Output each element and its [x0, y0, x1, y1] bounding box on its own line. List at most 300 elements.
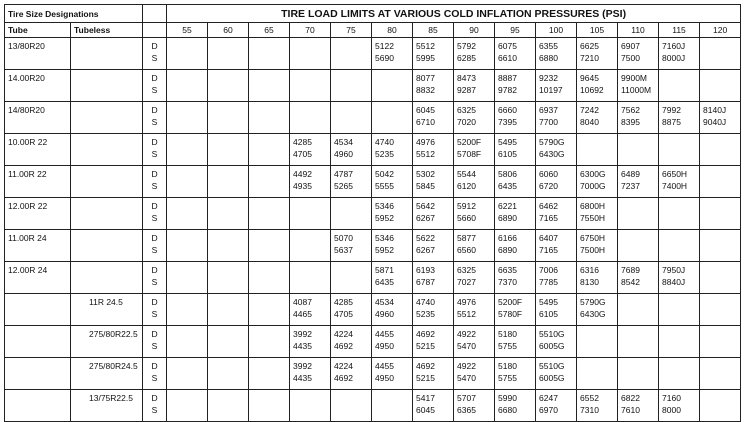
tube-size-cell: 14/80R20 — [5, 102, 71, 134]
load-cell — [577, 102, 618, 134]
single-label: S — [151, 341, 158, 351]
table-row — [5, 230, 741, 262]
single-load-value: 10197 — [539, 85, 563, 95]
dual-label: D — [151, 265, 158, 275]
load-cell — [413, 326, 454, 358]
single-load-value: 6970 — [539, 405, 558, 415]
single-load-value: 5512 — [416, 149, 435, 159]
single-load-value: 6005G — [539, 341, 565, 351]
table-row — [5, 38, 741, 70]
load-cell — [700, 38, 741, 70]
dual-load-value: 5417 — [416, 393, 435, 403]
load-cell — [618, 294, 659, 326]
load-cell — [331, 262, 372, 294]
single-load-value: 8130 — [580, 277, 599, 287]
table-row — [5, 294, 741, 326]
single-load-value: 7165 — [539, 213, 558, 223]
dual-load-value: 6489 — [621, 169, 640, 179]
load-cell — [167, 390, 208, 422]
single-load-value: 5708F — [457, 149, 482, 159]
load-cell — [700, 198, 741, 230]
dual-load-value: 5806 — [498, 169, 517, 179]
dual-single-cell — [143, 134, 167, 166]
load-cell — [331, 38, 372, 70]
load-cell — [372, 326, 413, 358]
dual-label: D — [151, 297, 158, 307]
dual-load-value: 5495 — [539, 297, 558, 307]
single-load-value: 4692 — [334, 341, 353, 351]
load-cell — [618, 262, 659, 294]
single-load-value: 5780F — [498, 309, 523, 319]
load-cell — [249, 102, 290, 134]
single-load-value: 4465 — [293, 309, 312, 319]
load-cell — [372, 262, 413, 294]
single-load-value: 4705 — [334, 309, 353, 319]
dual-single-cell — [143, 358, 167, 390]
dual-load-value: 4224 — [334, 329, 353, 339]
single-load-value: 5637 — [334, 245, 353, 255]
single-load-value: 7610 — [621, 405, 640, 415]
table-row — [5, 166, 741, 198]
dual-load-value: 3992 — [293, 329, 312, 339]
single-load-value: 6430G — [539, 149, 565, 159]
pressure-header-60: 60 — [208, 23, 249, 38]
dual-label: D — [151, 105, 158, 115]
load-cell — [413, 230, 454, 262]
load-cell — [495, 230, 536, 262]
load-cell — [536, 294, 577, 326]
dual-load-value: 5990 — [498, 393, 517, 403]
load-cell — [208, 294, 249, 326]
load-cell — [249, 294, 290, 326]
load-cell — [249, 230, 290, 262]
single-load-value: 5952 — [375, 245, 394, 255]
load-cell — [413, 198, 454, 230]
pressure-header-55: 55 — [167, 23, 208, 38]
load-cell — [331, 326, 372, 358]
single-load-value: 5952 — [375, 213, 394, 223]
single-load-value: 4692 — [334, 373, 353, 383]
load-cell — [700, 70, 741, 102]
load-cell — [577, 326, 618, 358]
table-row — [5, 134, 741, 166]
dual-load-value: 6166 — [498, 233, 517, 243]
dual-load-value: 5790G — [580, 297, 606, 307]
load-cell — [700, 390, 741, 422]
load-cell — [577, 38, 618, 70]
tubeless-size-cell: 275/80R22.5 — [71, 326, 143, 358]
dual-load-value: 6660 — [498, 105, 517, 115]
load-cell — [331, 102, 372, 134]
dual-load-value: 6355 — [539, 41, 558, 51]
single-load-value: 6610 — [498, 53, 517, 63]
dual-label: D — [151, 393, 158, 403]
load-cell — [290, 134, 331, 166]
load-cell — [372, 166, 413, 198]
dual-load-value: 4285 — [334, 297, 353, 307]
load-cell — [454, 38, 495, 70]
single-load-value: 8395 — [621, 117, 640, 127]
load-cell — [536, 390, 577, 422]
single-label: S — [151, 373, 158, 383]
dual-load-value: 4976 — [416, 137, 435, 147]
dual-load-value: 5792 — [457, 41, 476, 51]
single-load-value: 6710 — [416, 117, 435, 127]
dual-load-value: 6800H — [580, 201, 606, 211]
load-cell — [331, 230, 372, 262]
tire-load-table — [4, 4, 741, 422]
load-cell — [167, 38, 208, 70]
load-cell — [536, 102, 577, 134]
load-cell — [331, 358, 372, 390]
table-row — [5, 326, 741, 358]
dual-load-value: 6822 — [621, 393, 640, 403]
dual-load-value: 5495 — [498, 137, 517, 147]
ds-header-blank — [143, 5, 167, 23]
single-load-value: 7310 — [580, 405, 599, 415]
load-cell — [659, 70, 700, 102]
single-load-value: 10692 — [580, 85, 604, 95]
pressure-header-70: 70 — [290, 23, 331, 38]
dual-load-value: 9645 — [580, 73, 599, 83]
dual-load-value: 4285 — [293, 137, 312, 147]
load-cell — [413, 38, 454, 70]
load-cell — [290, 166, 331, 198]
load-cell — [331, 294, 372, 326]
dual-load-value: 4692 — [416, 329, 435, 339]
dual-load-value: 4534 — [334, 137, 353, 147]
dual-load-value: 5912 — [457, 201, 476, 211]
single-load-value: 7210 — [580, 53, 599, 63]
load-cell — [536, 326, 577, 358]
single-label: S — [151, 277, 158, 287]
dual-load-value: 6300G — [580, 169, 606, 179]
load-cell — [249, 326, 290, 358]
load-cell — [495, 102, 536, 134]
load-cell — [659, 358, 700, 390]
dual-load-value: 5180 — [498, 361, 517, 371]
load-cell — [618, 230, 659, 262]
dual-load-value: 6750H — [580, 233, 606, 243]
pressure-header-65: 65 — [249, 23, 290, 38]
load-cell — [167, 262, 208, 294]
single-load-value: 5690 — [375, 53, 394, 63]
dual-load-value: 5871 — [375, 265, 394, 275]
tube-size-cell: 13/80R20 — [5, 38, 71, 70]
dual-load-value: 5200F — [498, 297, 523, 307]
single-load-value: 4960 — [375, 309, 394, 319]
dual-load-value: 6060 — [539, 169, 558, 179]
load-cell — [372, 390, 413, 422]
load-cell — [290, 358, 331, 390]
load-cell — [577, 198, 618, 230]
dual-load-value: 3992 — [293, 361, 312, 371]
load-cell — [208, 326, 249, 358]
dual-load-value: 6407 — [539, 233, 558, 243]
single-load-value: 6890 — [498, 213, 517, 223]
load-cell — [700, 166, 741, 198]
single-load-value: 7400H — [662, 181, 688, 191]
tube-size-cell: 12.00R 24 — [5, 262, 71, 294]
tube-size-cell — [5, 390, 71, 422]
load-cell — [372, 38, 413, 70]
dual-single-cell — [143, 70, 167, 102]
dual-load-value: 6650H — [662, 169, 688, 179]
single-load-value: 6787 — [416, 277, 435, 287]
single-load-value: 6680 — [498, 405, 517, 415]
load-cell — [618, 134, 659, 166]
single-load-value: 8040 — [580, 117, 599, 127]
dual-label: D — [151, 169, 158, 179]
single-load-value: 5995 — [416, 53, 435, 63]
tube-size-cell: 11.00R 22 — [5, 166, 71, 198]
load-cell — [249, 390, 290, 422]
single-load-value: 6890 — [498, 245, 517, 255]
load-cell — [413, 134, 454, 166]
single-load-value: 4435 — [293, 341, 312, 351]
load-cell — [577, 166, 618, 198]
dual-single-cell — [143, 326, 167, 358]
load-cell — [577, 134, 618, 166]
load-cell — [167, 70, 208, 102]
load-cell — [290, 102, 331, 134]
load-cell — [659, 326, 700, 358]
load-cell — [331, 390, 372, 422]
single-label: S — [151, 149, 158, 159]
pressure-header-95: 95 — [495, 23, 536, 38]
single-load-value: 5512 — [457, 309, 476, 319]
load-cell — [249, 38, 290, 70]
dual-label: D — [151, 201, 158, 211]
dual-load-value: 7689 — [621, 265, 640, 275]
dual-load-value: 4692 — [416, 361, 435, 371]
load-cell — [372, 230, 413, 262]
single-label: S — [151, 181, 158, 191]
single-load-value: 6720 — [539, 181, 558, 191]
tubeless-size-cell: 11R 24.5 — [71, 294, 143, 326]
dual-single-cell — [143, 38, 167, 70]
dual-single-cell — [143, 294, 167, 326]
tube-size-cell: 12.00R 22 — [5, 198, 71, 230]
load-cell — [618, 326, 659, 358]
single-load-value: 8542 — [621, 277, 640, 287]
dual-load-value: 4922 — [457, 329, 476, 339]
load-cell — [249, 262, 290, 294]
load-cell — [208, 198, 249, 230]
load-cell — [536, 262, 577, 294]
single-load-value: 6430G — [580, 309, 606, 319]
load-cell — [290, 294, 331, 326]
load-cell — [618, 358, 659, 390]
single-load-value: 7500H — [580, 245, 606, 255]
load-cell — [290, 198, 331, 230]
dual-load-value: 6462 — [539, 201, 558, 211]
load-cell — [536, 230, 577, 262]
dual-load-value: 4455 — [375, 361, 394, 371]
dual-load-value: 6625 — [580, 41, 599, 51]
load-cell — [577, 262, 618, 294]
single-load-value: 6880 — [539, 53, 558, 63]
ds-subheader-blank — [143, 23, 167, 38]
tubeless-header: Tubeless — [71, 23, 143, 38]
single-load-value: 6045 — [416, 405, 435, 415]
dual-load-value: 9232 — [539, 73, 558, 83]
single-load-value: 6105 — [539, 309, 558, 319]
dual-load-value: 5510G — [539, 329, 565, 339]
single-load-value: 5755 — [498, 341, 517, 351]
dual-single-cell — [143, 198, 167, 230]
load-cell — [413, 294, 454, 326]
dual-load-value: 7562 — [621, 105, 640, 115]
load-cell — [454, 294, 495, 326]
load-cell — [249, 134, 290, 166]
dual-load-value: 4224 — [334, 361, 353, 371]
load-cell — [413, 102, 454, 134]
dual-single-cell — [143, 390, 167, 422]
pressure-header-105: 105 — [577, 23, 618, 38]
load-cell — [495, 326, 536, 358]
single-load-value: 4435 — [293, 373, 312, 383]
dual-load-value: 6247 — [539, 393, 558, 403]
single-load-value: 5215 — [416, 341, 435, 351]
dual-load-value: 9900M — [621, 73, 648, 83]
load-cell — [495, 390, 536, 422]
single-load-value: 7000G — [580, 181, 606, 191]
load-cell — [454, 70, 495, 102]
load-cell — [454, 358, 495, 390]
load-cell — [290, 38, 331, 70]
tube-size-cell: 11.00R 24 — [5, 230, 71, 262]
dual-load-value: 5200F — [457, 137, 482, 147]
load-cell — [659, 294, 700, 326]
single-load-value: 5235 — [416, 309, 435, 319]
load-cell — [495, 198, 536, 230]
load-cell — [577, 70, 618, 102]
single-label: S — [151, 85, 158, 95]
load-cell — [208, 134, 249, 166]
dual-load-value: 7006 — [539, 265, 558, 275]
dual-load-value: 6552 — [580, 393, 599, 403]
table-row — [5, 70, 741, 102]
single-load-value: 5235 — [375, 149, 394, 159]
table-row — [5, 358, 741, 390]
dual-load-value: 8140J — [703, 105, 727, 115]
pressure-header-75: 75 — [331, 23, 372, 38]
tubeless-size-cell — [71, 230, 143, 262]
single-load-value: 5555 — [375, 181, 394, 191]
dual-load-value: 5346 — [375, 201, 394, 211]
load-cell — [372, 70, 413, 102]
load-cell — [577, 358, 618, 390]
tubeless-size-cell — [71, 198, 143, 230]
load-cell — [700, 326, 741, 358]
dual-load-value: 5877 — [457, 233, 476, 243]
load-cell — [208, 70, 249, 102]
load-cell — [372, 198, 413, 230]
dual-load-value: 5544 — [457, 169, 476, 179]
dual-load-value: 8887 — [498, 73, 517, 83]
table-row — [5, 198, 741, 230]
single-load-value: 8000J — [662, 53, 686, 63]
table-row — [5, 102, 741, 134]
load-cell — [413, 166, 454, 198]
load-cell — [290, 390, 331, 422]
load-cell — [659, 262, 700, 294]
single-load-value: 6120 — [457, 181, 476, 191]
dual-load-value: 4976 — [457, 297, 476, 307]
load-cell — [331, 70, 372, 102]
single-load-value: 6365 — [457, 405, 476, 415]
load-cell — [372, 102, 413, 134]
load-cell — [536, 70, 577, 102]
load-cell — [700, 358, 741, 390]
table-title: TIRE LOAD LIMITS AT VARIOUS COLD INFLATION PRESSURES (PSI) — [167, 5, 741, 23]
load-cell — [495, 262, 536, 294]
load-cell — [536, 38, 577, 70]
single-load-value: 7500 — [621, 53, 640, 63]
dual-load-value: 5512 — [416, 41, 435, 51]
load-cell — [454, 198, 495, 230]
dual-load-value: 5510G — [539, 361, 565, 371]
tube-size-cell — [5, 326, 71, 358]
load-cell — [454, 326, 495, 358]
single-load-value: 5265 — [334, 181, 353, 191]
single-load-value: 4950 — [375, 373, 394, 383]
single-load-value: 7027 — [457, 277, 476, 287]
load-cell — [208, 166, 249, 198]
single-load-value: 5470 — [457, 373, 476, 383]
load-cell — [536, 166, 577, 198]
single-load-value: 6435 — [498, 181, 517, 191]
single-load-value: 7020 — [457, 117, 476, 127]
load-cell — [454, 166, 495, 198]
dual-load-value: 4455 — [375, 329, 394, 339]
load-cell — [700, 102, 741, 134]
single-load-value: 9040J — [703, 117, 727, 127]
load-cell — [536, 198, 577, 230]
load-cell — [290, 70, 331, 102]
dual-load-value: 6075 — [498, 41, 517, 51]
dual-load-value: 5042 — [375, 169, 394, 179]
tubeless-size-cell: 13/75R22.5 — [71, 390, 143, 422]
load-cell — [536, 134, 577, 166]
dual-single-cell — [143, 102, 167, 134]
dual-label: D — [151, 233, 158, 243]
single-load-value: 8832 — [416, 85, 435, 95]
single-label: S — [151, 245, 158, 255]
tubeless-size-cell — [71, 38, 143, 70]
load-cell — [372, 358, 413, 390]
load-cell — [208, 262, 249, 294]
dual-load-value: 5622 — [416, 233, 435, 243]
load-cell — [577, 390, 618, 422]
pressure-header-100: 100 — [536, 23, 577, 38]
tubeless-size-cell: 275/80R24.5 — [71, 358, 143, 390]
single-load-value: 7700 — [539, 117, 558, 127]
single-load-value: 7370 — [498, 277, 517, 287]
load-cell — [413, 358, 454, 390]
dual-load-value: 5070 — [334, 233, 353, 243]
load-cell — [577, 294, 618, 326]
dual-load-value: 6937 — [539, 105, 558, 115]
single-load-value: 7237 — [621, 181, 640, 191]
tube-size-cell — [5, 358, 71, 390]
dual-load-value: 6635 — [498, 265, 517, 275]
single-load-value: 6560 — [457, 245, 476, 255]
tubeless-size-cell — [71, 262, 143, 294]
load-cell — [454, 230, 495, 262]
load-cell — [167, 134, 208, 166]
